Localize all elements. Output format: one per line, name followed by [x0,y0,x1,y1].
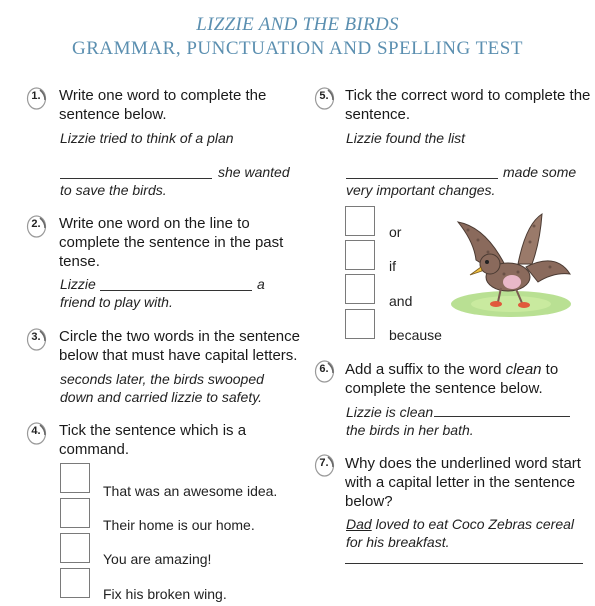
egg-number-icon [314,359,335,383]
egg-number-icon [26,214,47,238]
q7-sentence-line1: Dad loved to eat Coco Zebras cereal [346,516,575,532]
egg-number-icon [314,86,335,110]
q7-answer-line[interactable] [345,563,583,564]
q4-option: Their home is our home. [103,517,255,533]
q4-checkbox[interactable] [60,463,90,493]
egg-number-icon [26,421,47,445]
egg-number-icon [314,453,335,477]
q5-option: or [389,224,402,240]
q1-sentence-line3: to save the birds. [60,182,167,198]
question-number: 2. [31,218,41,230]
q2-sentence-start: Lizzie [60,276,96,292]
q5-checkbox[interactable] [345,274,375,304]
question-1-prompt: Write one word to complete the sentence below. [59,87,267,123]
q4-checkbox[interactable] [60,568,90,598]
egg-number-icon [26,86,47,110]
q4-option: You are amazing! [103,551,212,567]
question-5-prompt: Tick the correct word to complete the sentence. [345,87,591,123]
q4-option: That was an awesome idea. [103,483,278,499]
q2-answer-line[interactable] [100,290,252,291]
question-number: 3. [31,331,41,343]
question-number: 7. [319,457,329,469]
q5-sentence-line3: very important changes. [346,182,496,198]
question-6-prompt: Add a suffix to the word clean to complete the sentence below. [345,361,559,397]
q6-answer-line[interactable] [434,416,570,417]
question-3-prompt: Circle the two words in the sentence below that must have capital letters. [59,328,300,364]
question-2-prompt: Write one word on the line to complete the sentence in the past tense. [59,215,284,270]
q5-checkbox[interactable] [345,240,375,270]
egg-number-icon [26,327,47,351]
q1-sentence-line1: Lizzie tried to think of a plan [60,130,234,146]
q5-option: because [389,327,442,343]
question-4-prompt: Tick the sentence which is a command. [59,422,247,458]
worksheet-subtitle: GRAMMAR, PUNCTUATION AND SPELLING TEST [72,38,523,59]
bird-illustration [446,212,576,324]
q6-sentence-start: Lizzie is clean [346,404,434,420]
worksheet-title: LIZZIE AND THE BIRDS [196,14,399,35]
question-number: 1. [31,90,41,102]
question-number: 6. [319,363,329,375]
q5-sentence-line2: made some [503,164,577,180]
q4-checkbox[interactable] [60,533,90,563]
q5-option: if [389,258,396,274]
q2-sentence-mid: a [257,276,265,292]
q3-sentence-line2[interactable]: down and carried lizzie to safety. [60,389,263,405]
q5-sentence-line1: Lizzie found the list [346,130,466,146]
q4-option: Fix his broken wing. [103,586,227,602]
q2-sentence-end: friend to play with. [60,294,173,310]
q5-answer-line[interactable] [346,178,498,179]
q1-answer-line[interactable] [60,178,212,179]
underlined-word: Dad [346,516,372,532]
q5-checkbox[interactable] [345,206,375,236]
q3-sentence-line1[interactable]: seconds later, the birds swooped [60,371,264,387]
q5-option: and [389,293,413,309]
q1-sentence-line2: she wanted [218,164,290,180]
question-number: 5. [319,90,329,102]
q6-sentence-end: the birds in her bath. [346,422,474,438]
question-7-prompt: Why does the underlined word start with a capital letter in the sentence below? [345,455,581,510]
q4-checkbox[interactable] [60,498,90,528]
question-number: 4. [31,425,41,437]
q5-checkbox[interactable] [345,309,375,339]
q7-sentence-line2: for his breakfast. [346,534,450,550]
